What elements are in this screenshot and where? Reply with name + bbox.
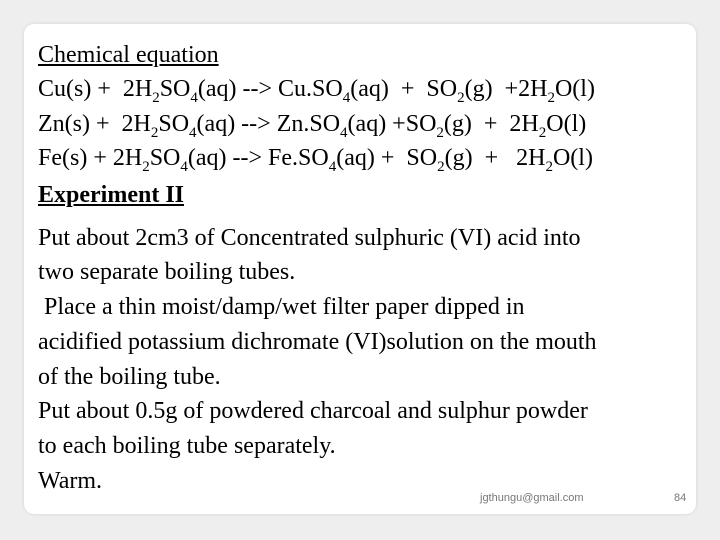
page-number: 84 xyxy=(674,492,687,504)
paragraph-line: Put about 0.5g of powdered charcoal and sulphur powder xyxy=(38,398,588,425)
paragraph-line: Place a thin moist/damp/wet filter paper dipped in xyxy=(38,294,525,321)
paragraph-line: Put about 2cm3 of Concentrated sulphuric (VI) acid into xyxy=(38,224,581,251)
paragraph-line: of the boiling tube. xyxy=(38,363,221,390)
footer-email: jgthungu@gmail.com xyxy=(480,492,584,504)
slide-title: Chemical equation xyxy=(38,42,219,68)
paragraph-line: to each boiling tube separately. xyxy=(38,433,336,460)
chemical-equation: $Cu(s) + 2H_2SO_4(aq)$ --> $Cu.SO_4(aq) + SO_2(g) +2H_2O(l)$ xyxy=(38,76,595,106)
paragraph-line: acidified potassium dichromate (VI)solution on the mouth xyxy=(38,328,597,355)
chemical-equation: $Zn(s) + 2H_2SO_4(aq)$ --> $Zn.SO_4(aq) +SO_2(g) + 2H_2O(l)$ xyxy=(38,110,587,141)
paragraph-line: Warm. xyxy=(38,468,103,495)
slide-content xyxy=(38,38,693,499)
procedure-paragraph xyxy=(38,221,693,499)
chemical-equation: $Fe(s) + 2H_2SO_4(aq)$ --> $Fe.SO_4(aq) + SO_2(g) + 2H_2O(l)$ xyxy=(38,145,593,175)
paragraph-line: two separate boiling tubes. xyxy=(38,259,296,286)
section-heading: Experiment II xyxy=(38,181,184,208)
equation-list xyxy=(38,72,693,176)
